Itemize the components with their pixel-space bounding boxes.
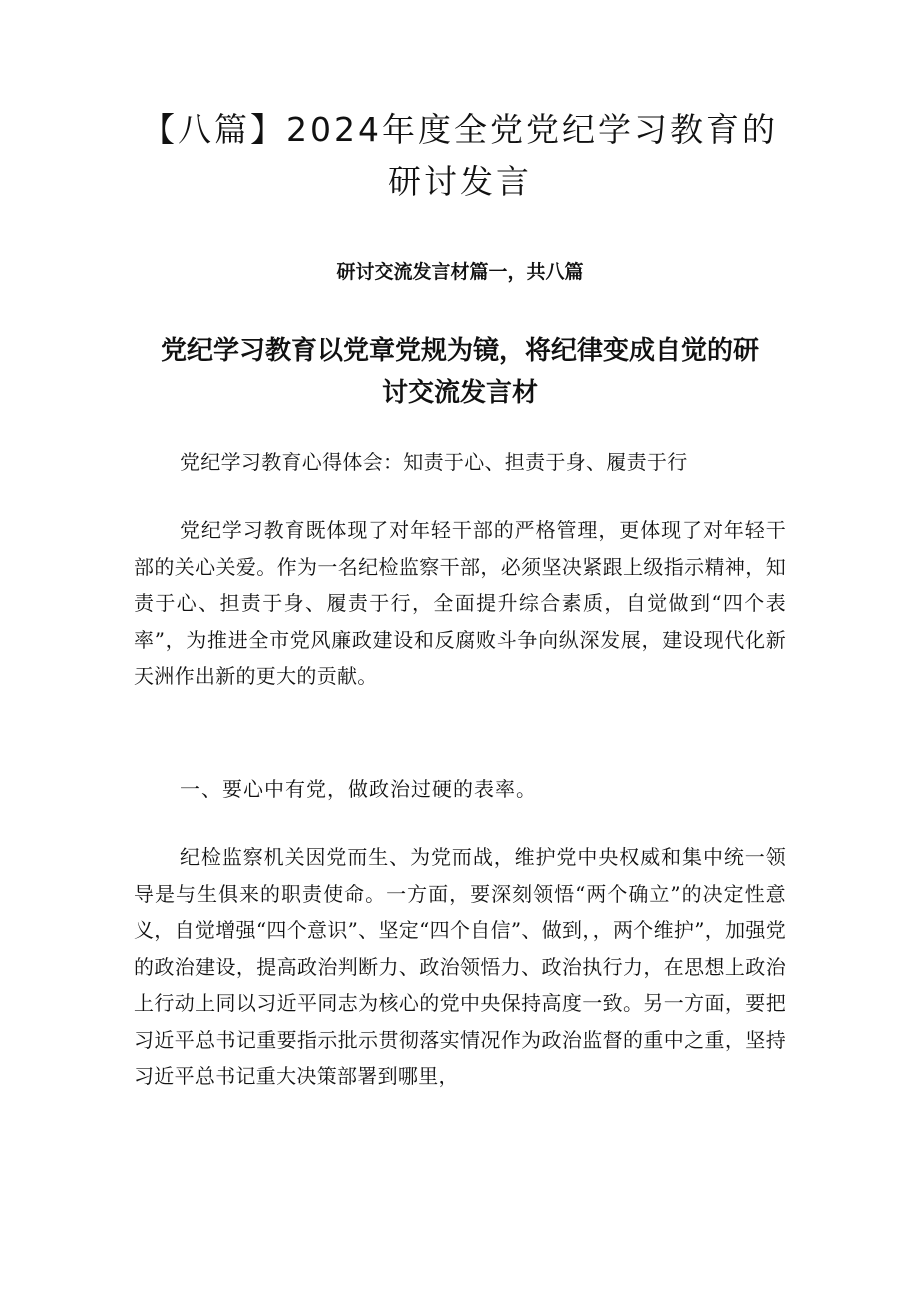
paragraph-2: 纪检监察机关因党而生、为党而战，维护党中央权威和集中统一领导是与生俱来的职责使命。一方面，要深刻领悟“两个确立”的决定性意义，自觉增强“四个意识”、坚定“四个自信”、做到，，两个维护”，加强党的政治建设，提高政治判断力、政治领悟力、政治执行力，在思想上政治上行动上同以习近平同志为核心的党中央保持高度一致。另一方面，要把习近平总书记重要指示批示贯彻落实情况作为政治监督的重中之重，坚持习近平总书记重大决策部署到哪里， <box>134 845 786 1088</box>
lead-sentence: 党纪学习教育心得体会：知责于心、担责于身、履责于行 <box>180 450 688 474</box>
paragraph-1: 党纪学习教育既体现了对年轻干部的严格管理，更体现了对年轻干部的关心关爱。作为一名纪检监察干部，必须坚决紧跟上级指示精神，知责于心、担责于身、履责于行，全面提升综合素质，自觉做到“四个表率”，为推进全市党风廉政建设和反腐败斗争向纵深发展，建设现代化新天洲作出新的更大的贡献。 <box>134 518 786 688</box>
main-title: 【八篇】2024年度全党党纪学习教育的研讨发言 <box>142 110 778 201</box>
section-heading: 一、要心中有党，做政治过硬的表率。 <box>180 777 537 801</box>
article-title: 党纪学习教育以党章党规为镜，将纪律变成自觉的研讨交流发言材 <box>160 336 759 408</box>
subtitle: 研讨交流发言材篇一，共八篇 <box>336 261 584 283</box>
